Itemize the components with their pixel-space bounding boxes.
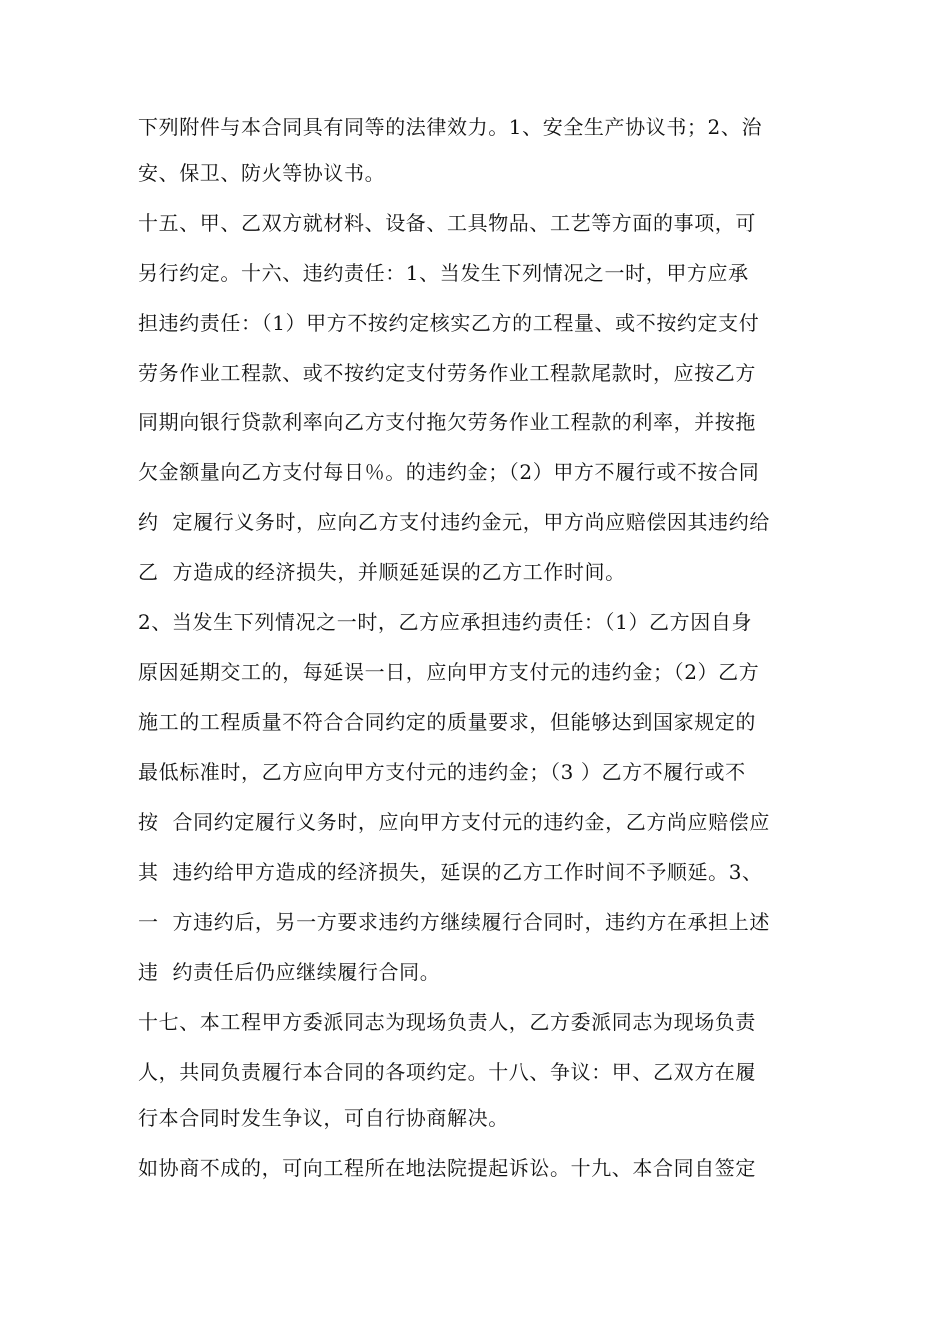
text-line: 十七、本工程甲方委派同志为现场负责人，乙方委派同志为现场负责 [138,1010,756,1034]
text-line: 施工的工程质量不符合合同约定的质量要求，但能够达到国家规定的 [138,710,756,734]
text-line: 下列附件与本合同具有同等的法律效力。1、安全生产协议书；2、治 [138,115,763,139]
text-line: 按 合同约定履行义务时，应向甲方支付元的违约金，乙方尚应赔偿应 [138,810,770,834]
text-line: 约 定履行义务时，应向乙方支付违约金元，甲方尚应赔偿因其违约给 [138,510,770,534]
text-line: 最低标准时，乙方应向甲方支付元的违约金；（3 ）乙方不履行或不 [138,760,746,784]
text-line: 十五、甲、乙双方就材料、设备、工具物品、工艺等方面的事项，可 [138,211,756,235]
text-line: 一 方违约后，另一方要求违约方继续履行合同时，违约方在承担上述 [138,910,770,934]
text-line: 人，共同负责履行本合同的各项约定。十八、争议：甲、乙双方在履 [138,1060,756,1084]
text-line: 同期向银行贷款利率向乙方支付拖欠劳务作业工程款的利率，并按拖 [138,410,756,434]
text-line: 劳务作业工程款、或不按约定支付劳务作业工程款尾款时，应按乙方 [138,361,756,385]
text-line: 2、当发生下列情况之一时，乙方应承担违约责任：（1）乙方因自身 [138,610,753,634]
text-line: 安、保卫、防火等协议书。 [138,161,386,185]
text-line: 乙 方造成的经济损失，并顺延延误的乙方工作时间。 [138,560,626,584]
text-line: 其 违约给甲方造成的经济损失，延误的乙方工作时间不予顺延。3、 [138,860,763,884]
text-line: 担违约责任：（1）甲方不按约定核实乙方的工程量、或不按约定支付 [138,311,760,335]
text-line: 行本合同时发生争议，可自行协商解决。 [138,1106,509,1130]
text-line: 违 约责任后仍应继续履行合同。 [138,960,441,984]
text-line: 欠金额量向乙方支付每日％。的违约金；（2）甲方不履行或不按合同 [138,460,760,484]
text-line: 如协商不成的，可向工程所在地法院提起诉讼。十九、本合同自签定 [138,1156,756,1180]
text-line: 另行约定。十六、违约责任：1、当发生下列情况之一时，甲方应承 [138,261,749,285]
text-line: 原因延期交工的，每延误一日，应向甲方支付元的违约金；（2）乙方 [138,660,760,684]
